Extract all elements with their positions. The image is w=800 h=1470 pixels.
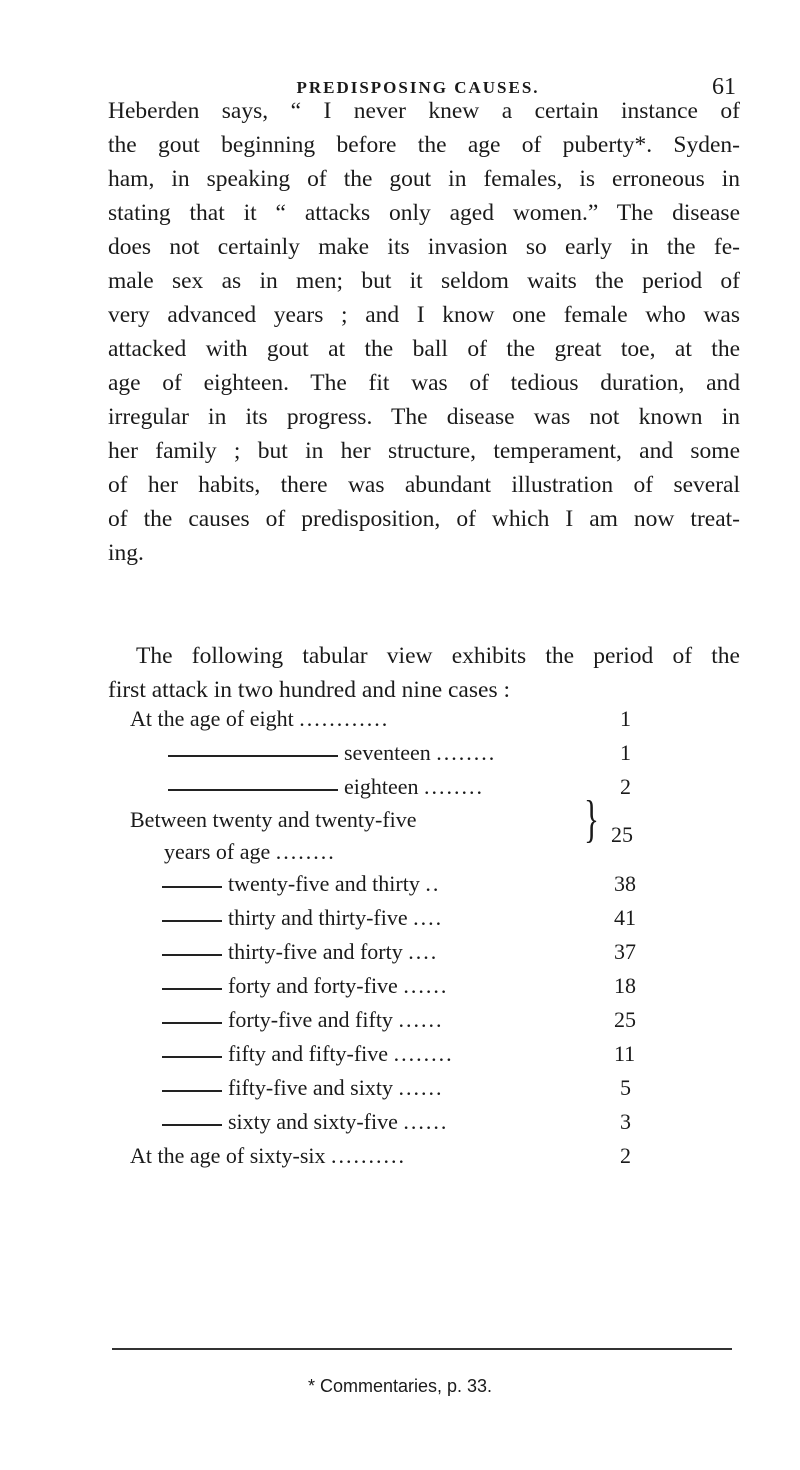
- text-line: male sex as in men; but it seldom waits the period of: [108, 268, 740, 294]
- text-line: age of eighteen. The fit was of tedious duration, and: [108, 370, 740, 396]
- row-value: 41: [614, 905, 636, 930]
- paragraph-tabular-intro: [108, 639, 740, 707]
- row-label: thirty and thirty-five ....: [228, 905, 444, 930]
- ditto-dash: [162, 988, 222, 990]
- brace: }: [584, 791, 599, 848]
- text-line: the gout beginning before the age of puberty*. Syden-: [108, 132, 740, 158]
- row-label: years of age ........: [164, 839, 336, 864]
- row-label: forty-five and fifty ......: [228, 1007, 444, 1032]
- text-line: does not certainly make its invasion so early in the fe-: [108, 234, 740, 260]
- text-line: of the causes of predisposition, of which I am now treat-: [108, 506, 740, 532]
- row-label: forty and forty-five ......: [228, 973, 449, 998]
- ditto-dash: [162, 954, 222, 956]
- ditto-dash: [162, 1022, 222, 1024]
- row-value: 1: [620, 706, 631, 731]
- row-value: 1: [620, 740, 631, 765]
- row-value: 25: [614, 1007, 636, 1032]
- row-value: 18: [614, 973, 636, 998]
- row-value: 3: [620, 1109, 631, 1134]
- text-line: attacked with gout at the ball of the great toe, at the: [108, 336, 740, 362]
- ditto-dash: [168, 789, 338, 791]
- row-value: 2: [620, 1143, 631, 1168]
- row-label: sixty and sixty-five ......: [228, 1109, 449, 1134]
- row-value: 25: [611, 822, 633, 847]
- row-label: fifty-five and sixty ......: [228, 1075, 444, 1100]
- text-line: Heberden says, “ I never knew a certain instance of: [108, 98, 740, 124]
- row-value: 37: [614, 939, 636, 964]
- footnote: * Commentaries, p. 33.: [307, 1376, 493, 1396]
- ditto-dash: [162, 886, 222, 888]
- running-title: PREDISPOSING CAUSES.: [296, 78, 540, 97]
- text-line: her family ; but in her structure, temperament, and some: [108, 438, 740, 464]
- row-label: thirty-five and forty ....: [228, 939, 439, 964]
- ditto-dash: [162, 1090, 222, 1092]
- row-label: At the age of eight ............: [130, 706, 390, 731]
- row-label: seventeen ........: [344, 740, 497, 765]
- row-value: 11: [614, 1041, 636, 1066]
- text-line: ham, in speaking of the gout in females, is erroneous in: [108, 166, 740, 192]
- row-label: At the age of sixty-six ..........: [130, 1143, 407, 1168]
- ditto-dash: [162, 1056, 222, 1058]
- page-number: 61: [712, 74, 736, 100]
- text-line: of her habits, there was abundant illustration of several: [108, 472, 740, 498]
- ditto-dash: [162, 1124, 222, 1126]
- row-value: 38: [614, 871, 636, 896]
- text-line: ing.: [108, 540, 144, 566]
- text-line: irregular in its progress. The disease was not known in: [108, 404, 740, 430]
- text-line: The following tabular view exhibits the period of the: [136, 643, 740, 669]
- footnote-rule: [112, 1348, 732, 1350]
- row-value: 2: [620, 774, 631, 799]
- paragraph-heberden: [108, 94, 740, 570]
- row-label: eighteen ........: [344, 774, 485, 799]
- text-line: stating that it “ attacks only aged women.” The disease: [108, 200, 740, 226]
- row-value: 5: [620, 1075, 631, 1100]
- ditto-dash: [168, 755, 338, 757]
- row-label: twenty-five and thirty ..: [228, 871, 441, 896]
- ditto-dash: [162, 920, 222, 922]
- row-label: fifty and fifty-five ........: [228, 1041, 454, 1066]
- text-line: first attack in two hundred and nine cases :: [108, 677, 510, 703]
- text-line: very advanced years ; and I know one female who was: [108, 302, 740, 328]
- row-label: Between twenty and twenty-five: [130, 807, 417, 832]
